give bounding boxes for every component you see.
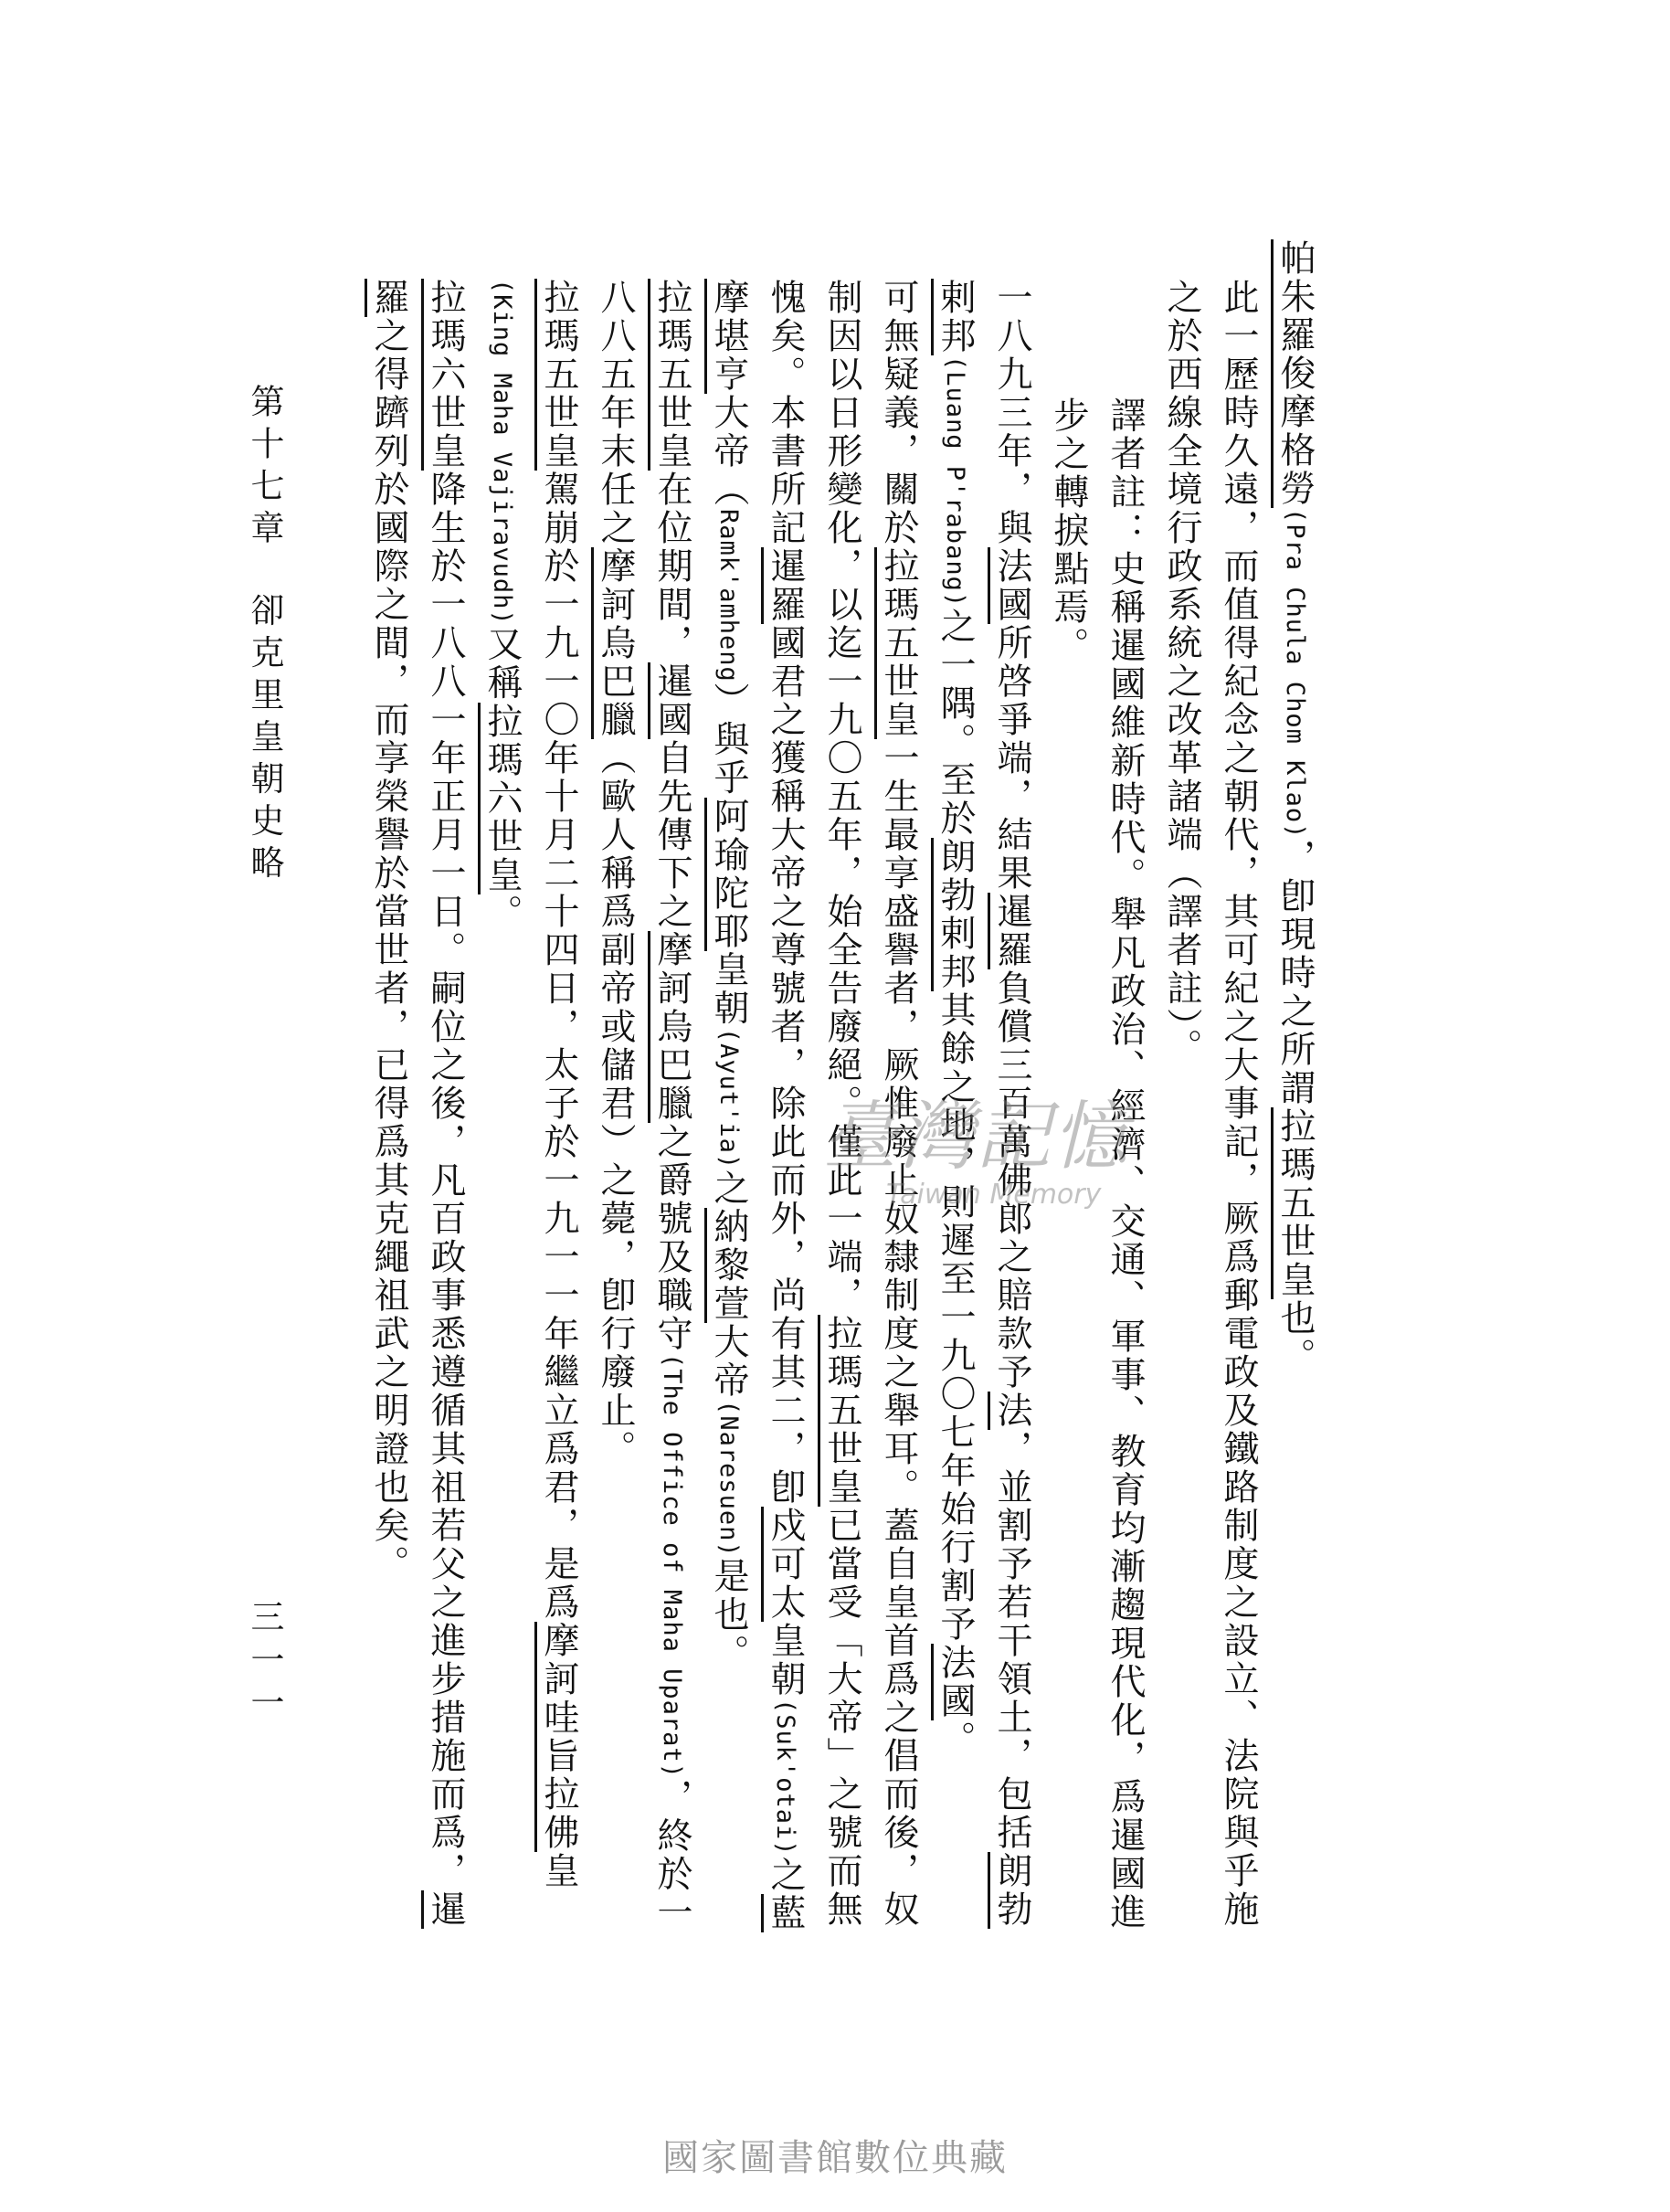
name-underline: 摩訶哇旨拉佛 bbox=[534, 1622, 579, 1852]
text-run: 自先傳下之 bbox=[651, 738, 692, 931]
paragraph-8 bbox=[360, 239, 473, 1939]
name-underline: 藍摩堪亨 bbox=[704, 279, 806, 1933]
name-underline: 摩訶烏巴臘 bbox=[648, 931, 692, 1123]
text-run: 譯者註：史稱暹國維新時代。舉凡政治、經濟、交通、軍事、教育均漸趨現代化，爲暹國進步之轉捩點焉。 bbox=[1048, 396, 1146, 1932]
text-run: 一生最享盛譽者，厥惟廢止奴隸制度之舉耳。蓋自皇首爲之倡而後，奴制因以日形變化，以迄一九〇五年，始全告廢絕。僅此一端， bbox=[821, 278, 919, 1929]
text-run: 之得躋列於國際之間，而享榮譽於當世者，已得爲其克繩祖武之明證也矣。 bbox=[368, 316, 409, 1583]
translator-note bbox=[1040, 239, 1153, 1939]
text-run: 其餘之地，則遲至一九〇七年始行割予 bbox=[935, 990, 976, 1644]
text-run: 大帝（ bbox=[708, 393, 749, 509]
name-underline: 納黎萱 bbox=[704, 1208, 749, 1323]
watermark-text: 臺灣記憶 bbox=[822, 1094, 1129, 1180]
text-run: 之一隅。至於 bbox=[935, 607, 976, 838]
latin-name: (Pra Chula Chom Klao) bbox=[1281, 508, 1309, 840]
name-underline: 法國 bbox=[988, 547, 1032, 624]
name-underline: 拉瑪五世皇 bbox=[818, 1315, 862, 1507]
text-run: 之 bbox=[708, 1170, 749, 1209]
latin-name: (King Maha Vajiravudh) bbox=[488, 278, 516, 626]
name-underline: 暹羅 bbox=[365, 279, 466, 1929]
latin-name: (Naresuen) bbox=[714, 1400, 743, 1558]
text-run: ）與乎 bbox=[708, 682, 749, 798]
chapter-title: 卻克里皇朝史略 bbox=[245, 592, 284, 887]
name-underline: 戍可太 bbox=[761, 1507, 806, 1622]
paragraph-7 bbox=[473, 239, 587, 1939]
text-run: 國君之獲稱大帝之尊號者，除此而外，尚有其二，卽 bbox=[765, 623, 806, 1507]
text-run: 大帝 bbox=[708, 1323, 749, 1401]
text-run: 一八九三年，與 bbox=[991, 278, 1032, 547]
name-underline: 拉瑪五世皇 bbox=[874, 547, 919, 739]
name-underline: 拉瑪五世皇 bbox=[1271, 1107, 1316, 1299]
text-run: 在位期間， bbox=[651, 470, 692, 662]
latin-name: (Ayut'ia) bbox=[714, 1027, 743, 1170]
text-run: 皇朝 bbox=[765, 1621, 806, 1699]
text-run: 。 bbox=[481, 894, 523, 933]
page-number: 三一一 bbox=[245, 1599, 284, 1728]
text-run: 已當受「大帝」之號而無愧矣。本書所記 bbox=[765, 278, 862, 1929]
text-run: （歐人稱爲副帝或儲君）之薨，卽行廢止。 bbox=[595, 738, 636, 1468]
text-run: 之爵號及職守 bbox=[651, 1122, 692, 1353]
name-underline: 朗勃剌邦 bbox=[931, 838, 976, 991]
paragraph-6 bbox=[587, 239, 700, 1939]
text-run: 又稱 bbox=[481, 625, 523, 703]
text-run: 駕崩於一九一〇年十月二十四日，太子於一九一一年繼立爲君，是爲 bbox=[538, 470, 579, 1622]
latin-name: (The Office of Maha Uparat) bbox=[658, 1352, 686, 1779]
text-run: 可無疑義，關於 bbox=[878, 278, 919, 547]
name-underline: 拉瑪五世皇 bbox=[648, 279, 692, 471]
page-body bbox=[318, 239, 1323, 1939]
text-run: 也。 bbox=[1274, 1299, 1316, 1377]
text-run: 此一歷時久遠，而值得紀念之朝代，其可紀之大事記，厥爲郵電政及鐵路制度之設立、法院與乎施之於西線全境行政系統之改革諸端（譯者註）。 bbox=[1161, 278, 1259, 1929]
text-run: 所啓爭端，結果 bbox=[991, 623, 1032, 893]
text-run: 負償三百萬佛郎之賠款予 bbox=[991, 968, 1032, 1392]
watermark bbox=[822, 1096, 1129, 1211]
name-underline: 法 bbox=[988, 1392, 1032, 1430]
name-underline: 暹羅 bbox=[761, 547, 806, 624]
name-underline: 暹國 bbox=[648, 662, 692, 739]
text-run: ，卽現時之所謂 bbox=[1274, 839, 1316, 1108]
text-run: 之 bbox=[765, 1856, 806, 1895]
latin-name: (Suk'otai) bbox=[771, 1698, 799, 1857]
name-underline: 拉瑪五世皇 bbox=[534, 279, 579, 471]
watermark-subtext: Taiwan Memory bbox=[886, 1179, 1102, 1211]
name-underline: 阿瑜陀耶 bbox=[704, 798, 749, 951]
footer-credit: 國家圖書館數位典藏 bbox=[662, 2137, 1008, 2179]
name-underline: 拉瑪六世皇 bbox=[421, 279, 466, 471]
name-underline: 朗勃剌邦 bbox=[931, 279, 1032, 1929]
name-underline: 摩訶烏巴臘 bbox=[591, 547, 636, 739]
name-underline: 拉瑪六世皇 bbox=[478, 703, 523, 894]
running-header bbox=[239, 384, 289, 886]
text-run: 降生於一八八一年正月一日。嗣位之後，凡百政事悉遵循其祖若父之進步措施而爲， bbox=[425, 470, 466, 1890]
text-run: 。 bbox=[935, 1720, 976, 1759]
text-run: 皇 bbox=[538, 1851, 579, 1890]
text-run: 皇朝 bbox=[708, 950, 749, 1028]
latin-name: Ramk'amheng bbox=[714, 508, 743, 683]
latin-name: (Luang P'rabang) bbox=[941, 355, 969, 608]
name-underline: 法國 bbox=[931, 1644, 976, 1720]
paragraph-5 bbox=[700, 239, 926, 1939]
text-run: 是也。 bbox=[708, 1557, 749, 1673]
paragraph-2 bbox=[1153, 239, 1266, 1939]
text-run: ，終於一八八五年末任之 bbox=[595, 278, 692, 1932]
paragraph-4 bbox=[926, 239, 1040, 1939]
text-run: ，並割予若干領土，包括 bbox=[991, 1429, 1032, 1852]
paragraph-1 bbox=[1266, 239, 1323, 1939]
name-underline: 暹羅 bbox=[988, 893, 1032, 969]
chapter-number: 第十七章 bbox=[245, 384, 284, 552]
name-underline: 帕朱羅俊摩格勞 bbox=[1271, 239, 1316, 508]
